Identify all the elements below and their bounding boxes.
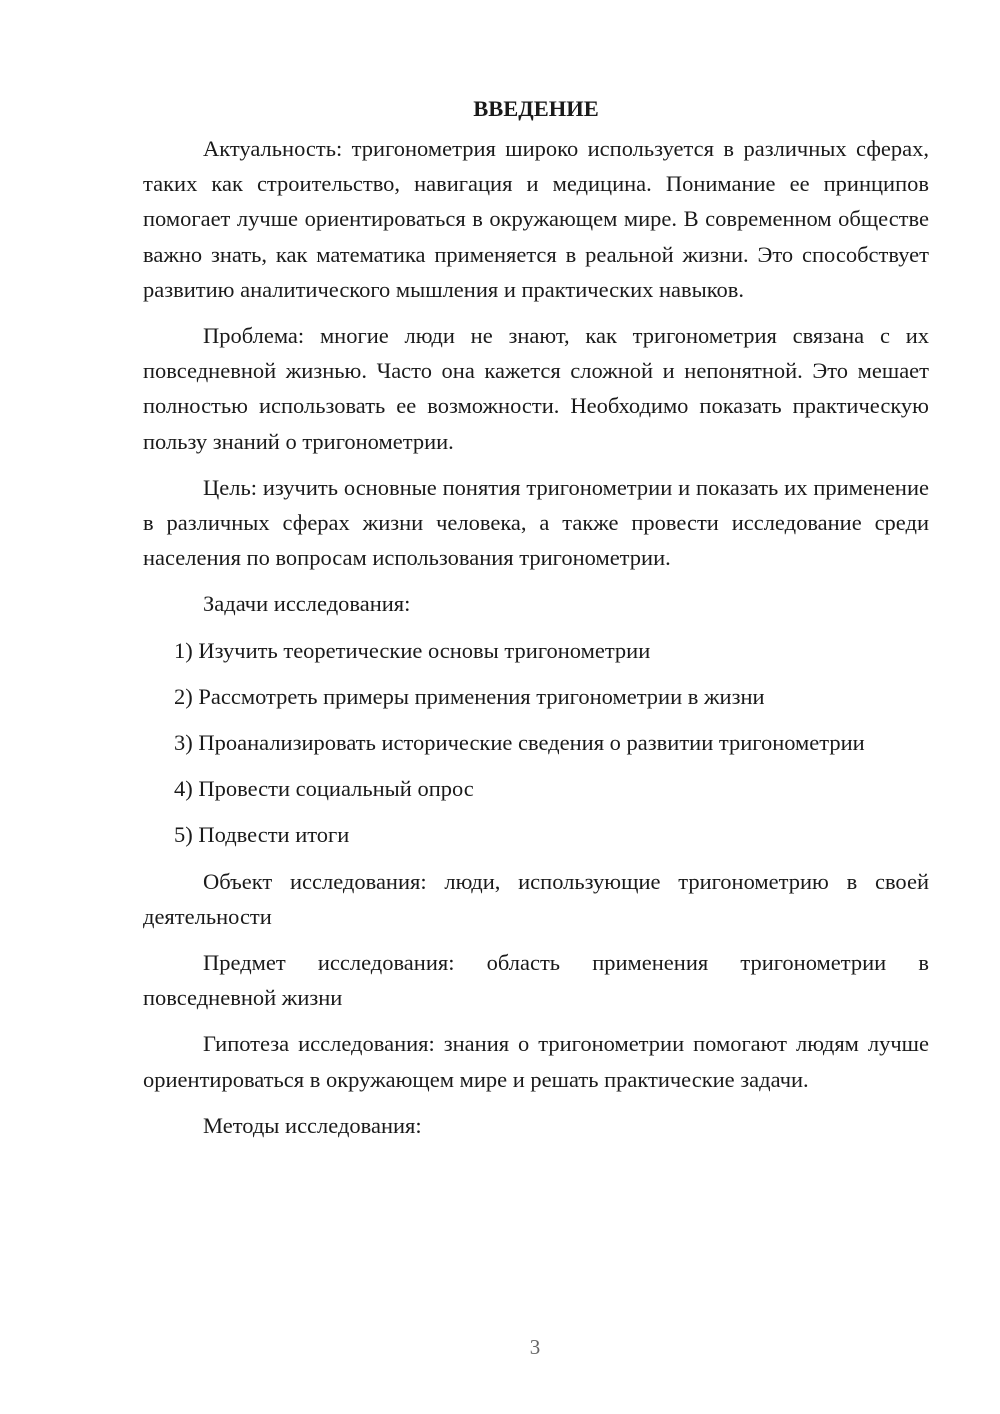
task-item-5: 5) Подвести итоги (174, 822, 350, 848)
task-item-4: 4) Провести социальный опрос (174, 776, 474, 802)
subject-paragraph: Предмет исследования: область применения тригонометрии в повседневной жизни (143, 950, 929, 1011)
object-paragraph: Объект исследования: люди, использующие тригонометрию в своей деятельности (143, 868, 929, 929)
hypothesis-paragraph: Гипотеза исследования: знания о тригонометрии помогают людям лучше ориентироваться в окружающем мире и решать практические задачи. (143, 1031, 929, 1092)
methods-heading: Методы исследования: (203, 1112, 422, 1138)
task-item-2: 2) Рассмотреть примеры применения тригонометрии в жизни (174, 683, 765, 709)
task-item-3: 3) Проанализировать исторические сведения о развитии тригонометрии (174, 730, 865, 756)
page-content (143, 91, 929, 1154)
section-title: ВВЕДЕНИЕ (473, 96, 599, 121)
task-item-1: 1) Изучить теоретические основы тригонометрии (174, 637, 651, 663)
tasks-heading: Задачи исследования: (203, 591, 411, 617)
problem-paragraph: Проблема: многие люди не знают, как тригонометрия связана с их повседневной жизнью. Часто она кажется сложной и непонятной. Это мешает полностью использовать ее возможности. Необходимо показать практическую пользу знаний о тригонометрии. (143, 323, 929, 454)
goal-paragraph: Цель: изучить основные понятия тригонометрии и показать их применение в различных сферах жизни человека, а также провести исследование среди населения по вопросам использования тригонометрии. (143, 474, 929, 571)
page-number: 3 (529, 1335, 541, 1359)
relevance-paragraph: Актуальность: тригонометрия широко используется в различных сферах, таких как строительство, навигация и медицина. Понимание ее принципов помогает лучше ориентироваться в окружающем мире. В современном обществе важно знать, как математика применяется в реальной жизни. Это способствует развитию аналитического мышления и практических навыков. (143, 136, 929, 302)
